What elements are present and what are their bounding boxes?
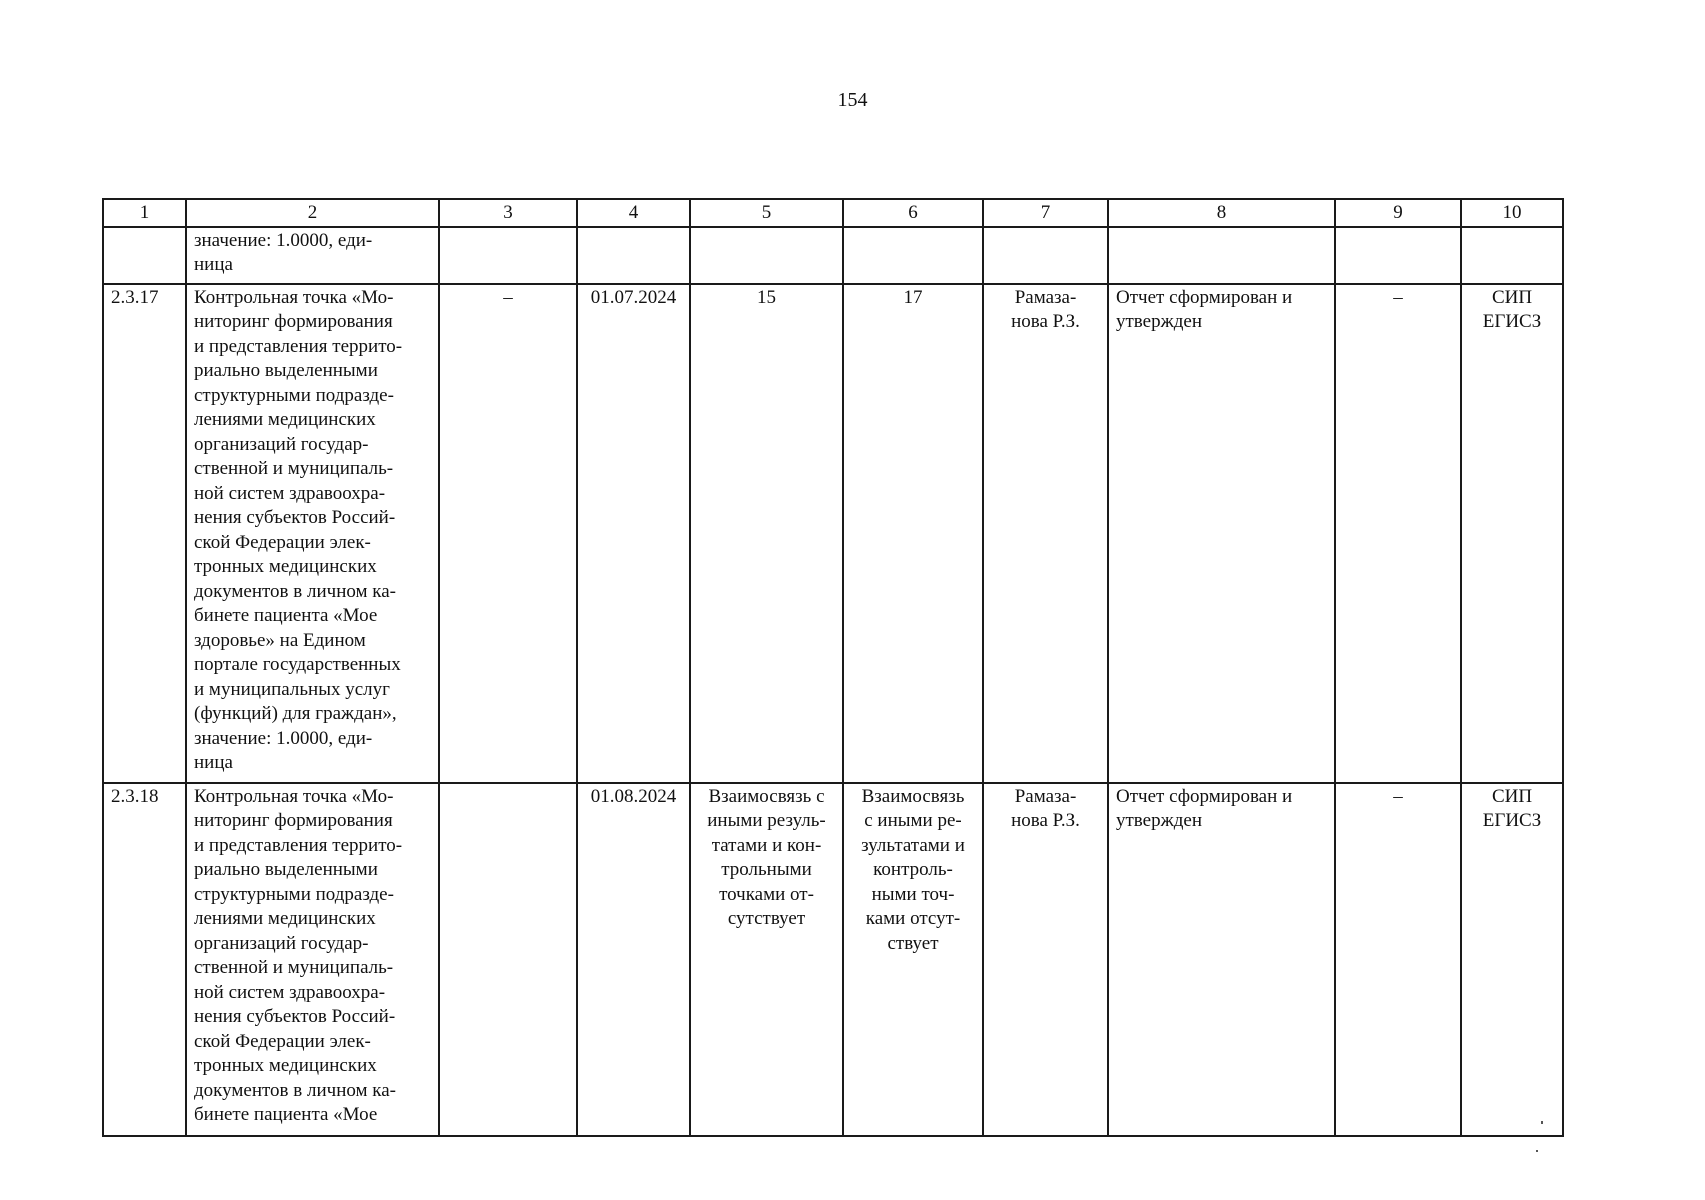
date-cell: 01.08.2024 xyxy=(577,783,690,1136)
table-cell xyxy=(843,227,983,284)
column-number: 8 xyxy=(1108,199,1335,227)
column-number: 3 xyxy=(439,199,577,227)
table-cell xyxy=(1335,227,1461,284)
table-cell: 17 xyxy=(843,284,983,783)
control-point-description: значение: 1.0000, еди- ница xyxy=(186,227,439,284)
date-cell: 01.07.2024 xyxy=(577,284,690,783)
table-row xyxy=(103,284,1563,783)
control-point-description: Контрольная точка «Мо- ниторинг формирования и представления террито- риально выделенными структурными подразде- лениями медицинских организаций государ- ственной и муниципаль- ной систем здравоохра- нения субъектов Россий- ской Федерации элек- тронных медицинских документов в личном ка- бинете пациента «Мое xyxy=(186,783,439,1136)
responsible-cell: Рамаза- нова Р.З. xyxy=(983,783,1108,1136)
row-number-cell xyxy=(103,227,186,284)
column-number: 6 xyxy=(843,199,983,227)
table-cell: 15 xyxy=(690,284,843,783)
table-cell: – xyxy=(1335,284,1461,783)
table-row xyxy=(103,227,1563,284)
system-cell: СИП ЕГИСЗ xyxy=(1461,783,1563,1136)
result-cell: Отчет сформирован и утвержден xyxy=(1108,284,1335,783)
row-number-cell: 2.3.18 xyxy=(103,783,186,1136)
table-cell xyxy=(439,227,577,284)
scan-speck xyxy=(1541,1121,1543,1124)
date-cell xyxy=(577,227,690,284)
table-row xyxy=(103,783,1563,1136)
table-cell: Взаимосвязь с иными резуль- татами и кон- трольными точками от- сутствует xyxy=(690,783,843,1136)
scan-speck xyxy=(1536,1150,1538,1152)
table-cell xyxy=(439,783,577,1136)
row-number-cell: 2.3.17 xyxy=(103,284,186,783)
table-cell: Взаимосвязь с иными ре- зультатами и контроль- ными точ- ками отсут- ствует xyxy=(843,783,983,1136)
page-number: 154 xyxy=(837,89,868,111)
column-number: 10 xyxy=(1461,199,1563,227)
column-number-header-row xyxy=(103,199,1563,227)
system-cell xyxy=(1461,227,1563,284)
plan-table xyxy=(102,198,1564,1137)
table-cell: – xyxy=(1335,783,1461,1136)
table-cell xyxy=(690,227,843,284)
result-cell xyxy=(1108,227,1335,284)
column-number: 7 xyxy=(983,199,1108,227)
system-cell: СИП ЕГИСЗ xyxy=(1461,284,1563,783)
table-cell: – xyxy=(439,284,577,783)
responsible-cell: Рамаза- нова Р.З. xyxy=(983,284,1108,783)
column-number: 9 xyxy=(1335,199,1461,227)
responsible-cell xyxy=(983,227,1108,284)
column-number: 2 xyxy=(186,199,439,227)
column-number: 5 xyxy=(690,199,843,227)
control-point-description: Контрольная точка «Мо- ниторинг формирования и представления террито- риально выделенными структурными подразде- лениями медицинских организаций государ- ственной и муниципаль- ной систем здравоохра- нения субъектов Россий- ской Федерации элек- тронных медицинских документов в личном ка- бинете пациента «Мое здоровье» на Едином портале государственных и муниципальных услуг (функций) для граждан», значение: 1.0000, еди- ница xyxy=(186,284,439,783)
column-number: 4 xyxy=(577,199,690,227)
column-number: 1 xyxy=(103,199,186,227)
result-cell: Отчет сформирован и утвержден xyxy=(1108,783,1335,1136)
